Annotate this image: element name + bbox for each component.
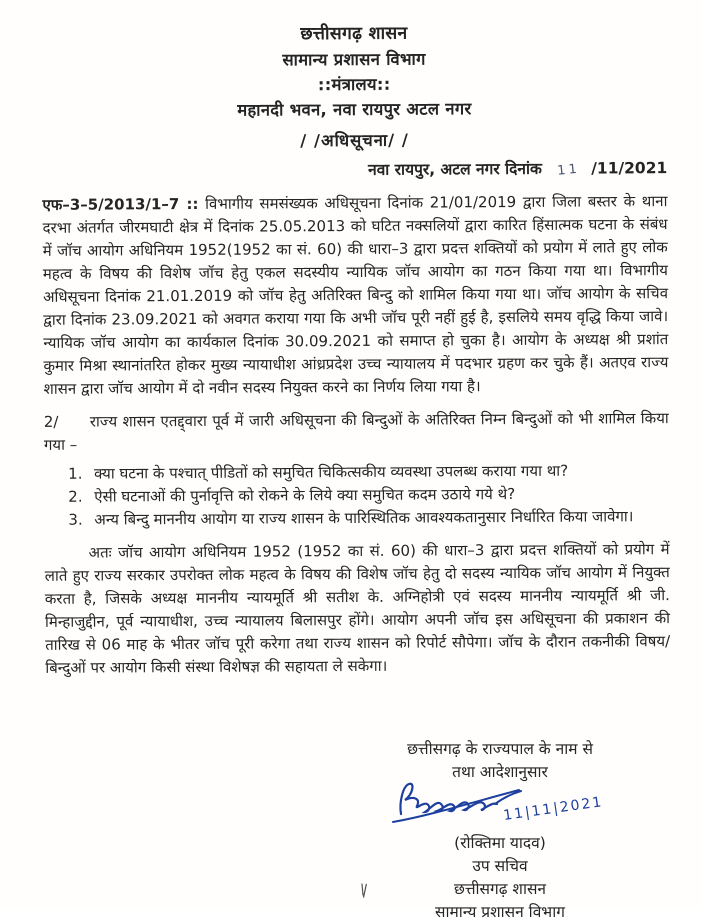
signoff-order-line: तथा आदेशानुसार [452,763,548,781]
paragraph-main [42,190,668,401]
signoff-authority-line: छत्तीसगढ़ के राज्यपाल के नाम से [407,740,593,758]
list-item-number: 1. [68,464,83,483]
list-item-text: क्या घटना के पश्चात् पीडितों को समुचित चिकित्सकीय व्यवस्था उपलब्ध कराया गया था? [94,461,569,483]
signatory-org-line1: छत्तीसगढ़ शासन [453,880,547,898]
list-item-text: ऐसी घटनाओं की पुर्नावृत्ति को रोकने के लिये क्या समुचित कदम उठाये गये थे? [94,484,516,506]
additional-points-list [68,459,669,532]
header-department-name: सामान्य प्रशासन विभाग [282,49,426,70]
paragraph-appointment: अतः जॉच आयोग अधिनियम 1952 (1952 का सं. 60) की धारा–3 द्वारा प्रदत्त शक्तियों को प्रयोग में लाते हुए राज्य सरकार उपरोक्त लोक महत्व के विषय की विशेष जॉच हेतु दो सदस्य न्यायिक जॉच आयोग में नियुक्त करता है, जिसके अध्यक्ष माननीय न्यायमूर्ति श्री सतीश के. अग्निहोत्री एवं सदस्य माननीय न्यायमूर्ति श्री जी. मिन्हाजुद्दीन, पूर्व न्यायाधीश, उच्च न्यायालय बिलासपुर होंगे। आयोग अपनी जॉच इस अधिसूचना की प्रकाशन की तारिख से 06 माह के भीतर जॉच पूरी करेगा तथा राज्य शासन को रिपोर्ट सौपेगा। जॉच के दौरान तकनीकी विषय/बिन्दुओं पर आयोग किसी संस्था विशेषज्ञ की सहायता ले सकेगा। [44,540,671,677]
dateline-printed-rest: /11/2021 [591,159,668,178]
place-date-line [42,156,667,186]
paragraph-two-number: 2/ [43,412,59,431]
signature-block [335,738,665,924]
signature-area [335,784,665,832]
list-item [68,505,669,532]
header-ministry-label: ::मंत्रालय:: [317,74,391,95]
paragraph-two [44,407,669,457]
header-address-line: महानदी भवन, नवा रायपुर अटल नगर [237,99,472,120]
paragraph-two-text: राज्य शासन एतद्द्वारा पूर्व में जारी अधिसूचना की बिन्दुओं के अतिरिक्त निम्न बिन्दुओं को भी शामिल किया गया – [43,409,669,454]
document-title: / /अधिसूचना/ / [300,130,409,151]
stray-pen-mark: \| [358,881,368,899]
list-item-number: 3. [68,510,83,529]
list-item-text: अन्य बिन्दु माननीय आयोग या राज्य शासन के पारिस्थितिक आवश्यकतानुसार निर्धारित किया जावेगा। [94,507,634,529]
list-item-number: 2. [68,487,83,506]
signatory-org-line2: सामान्य प्रशासन विभाग [435,903,565,921]
handwritten-day-number: 11 [556,161,581,179]
signatory-designation: उप सचिव [472,857,528,875]
dateline-printed-prefix: नवा रायपुर, अटल नगर दिनांक [368,159,542,179]
handwritten-signature-date: 11|11|2021 [502,794,605,824]
file-reference-number: एफ–3–5/2013/1–7 :: [42,194,199,214]
paragraph-main-text: विभागीय समसंख्यक अधिसूचना दिनांक 21/01/2019 द्वारा जिला बस्तर के थाना दरभा अंतर्गत जीरमघाटी क्षेत्र में दिनांक 25.05.2013 को घटित नक्सलियों द्वारा कारित हिंसात्मक घटना के संबंध में जॉच आयोग अधिनियम 1952(1952 का सं. 60) की धारा–3 द्वारा प्रदत्त शक्तियों को प्रयोग में लाते हुए लोक महत्व के विषय की विशेष जॉच हेतु एकल सदस्यीय न्यायिक जॉच आयोग का गठन किया गया था। विभागीय अधिसूचना दिनांक 21.01.2019 को जॉच हेतु अतिरिक्त बिन्दु को शामिल किया गया था। जॉच आयोग के सचिव द्वारा दिनांक 23.09.2021 को अवगत कराया गया कि अभी जॉच पूरी नहीं हुई है, इसलिये समय वृद्धि किया जावे। न्यायिक जॉच आयोग का कार्यकाल दिनांक 30.09.2021 को समाप्त हो चुका है। आयोग के अध्यक्ष श्री प्रशांत कुमार मिश्रा स्थानांतरित होकर मुख्य न्यायाधीश आंध्रप्रदेश उच्च न्यायालय में पदभार ग्रहण कर चुके हैं। अतएव राज्य शासन द्वारा जॉच आयोग में दो नवीन सदस्य नियुक्त करने का निर्णय लिया गया है। [42,192,669,398]
signatory-name: (रोक्तिमा यादव) [454,834,546,852]
header-government-name: छत्तीसगढ़ शासन [300,23,408,45]
